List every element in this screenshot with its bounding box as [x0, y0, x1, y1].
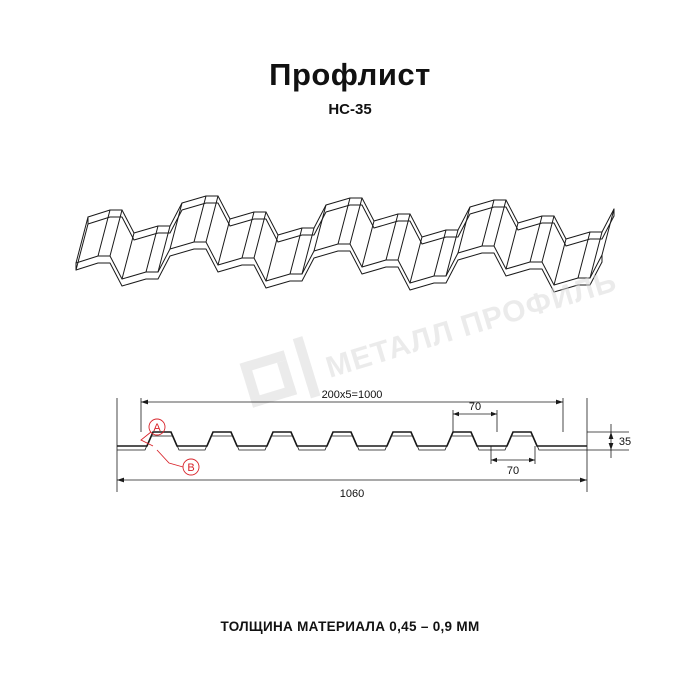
material-thickness-note: ТОЛЩИНА МАТЕРИАЛА 0,45 – 0,9 ММ	[220, 619, 480, 634]
isometric-view	[70, 185, 630, 310]
section-view	[95, 380, 635, 510]
dim-rib-lower: 70	[506, 465, 520, 477]
dim-top-span: 200x5=1000	[321, 389, 383, 401]
page-title: Профлист	[269, 57, 431, 92]
dim-height: 35	[618, 436, 632, 448]
callout-b-label: B	[187, 462, 195, 474]
product-model: НС-35	[328, 101, 372, 118]
svg-text:МЕТАЛЛ ПРОФИЛЬ: МЕТАЛЛ ПРОФИЛЬ	[322, 264, 621, 385]
callout-a-label: A	[153, 422, 161, 434]
dim-total-width: 1060	[339, 488, 365, 500]
dim-rib-upper: 70	[468, 401, 482, 413]
